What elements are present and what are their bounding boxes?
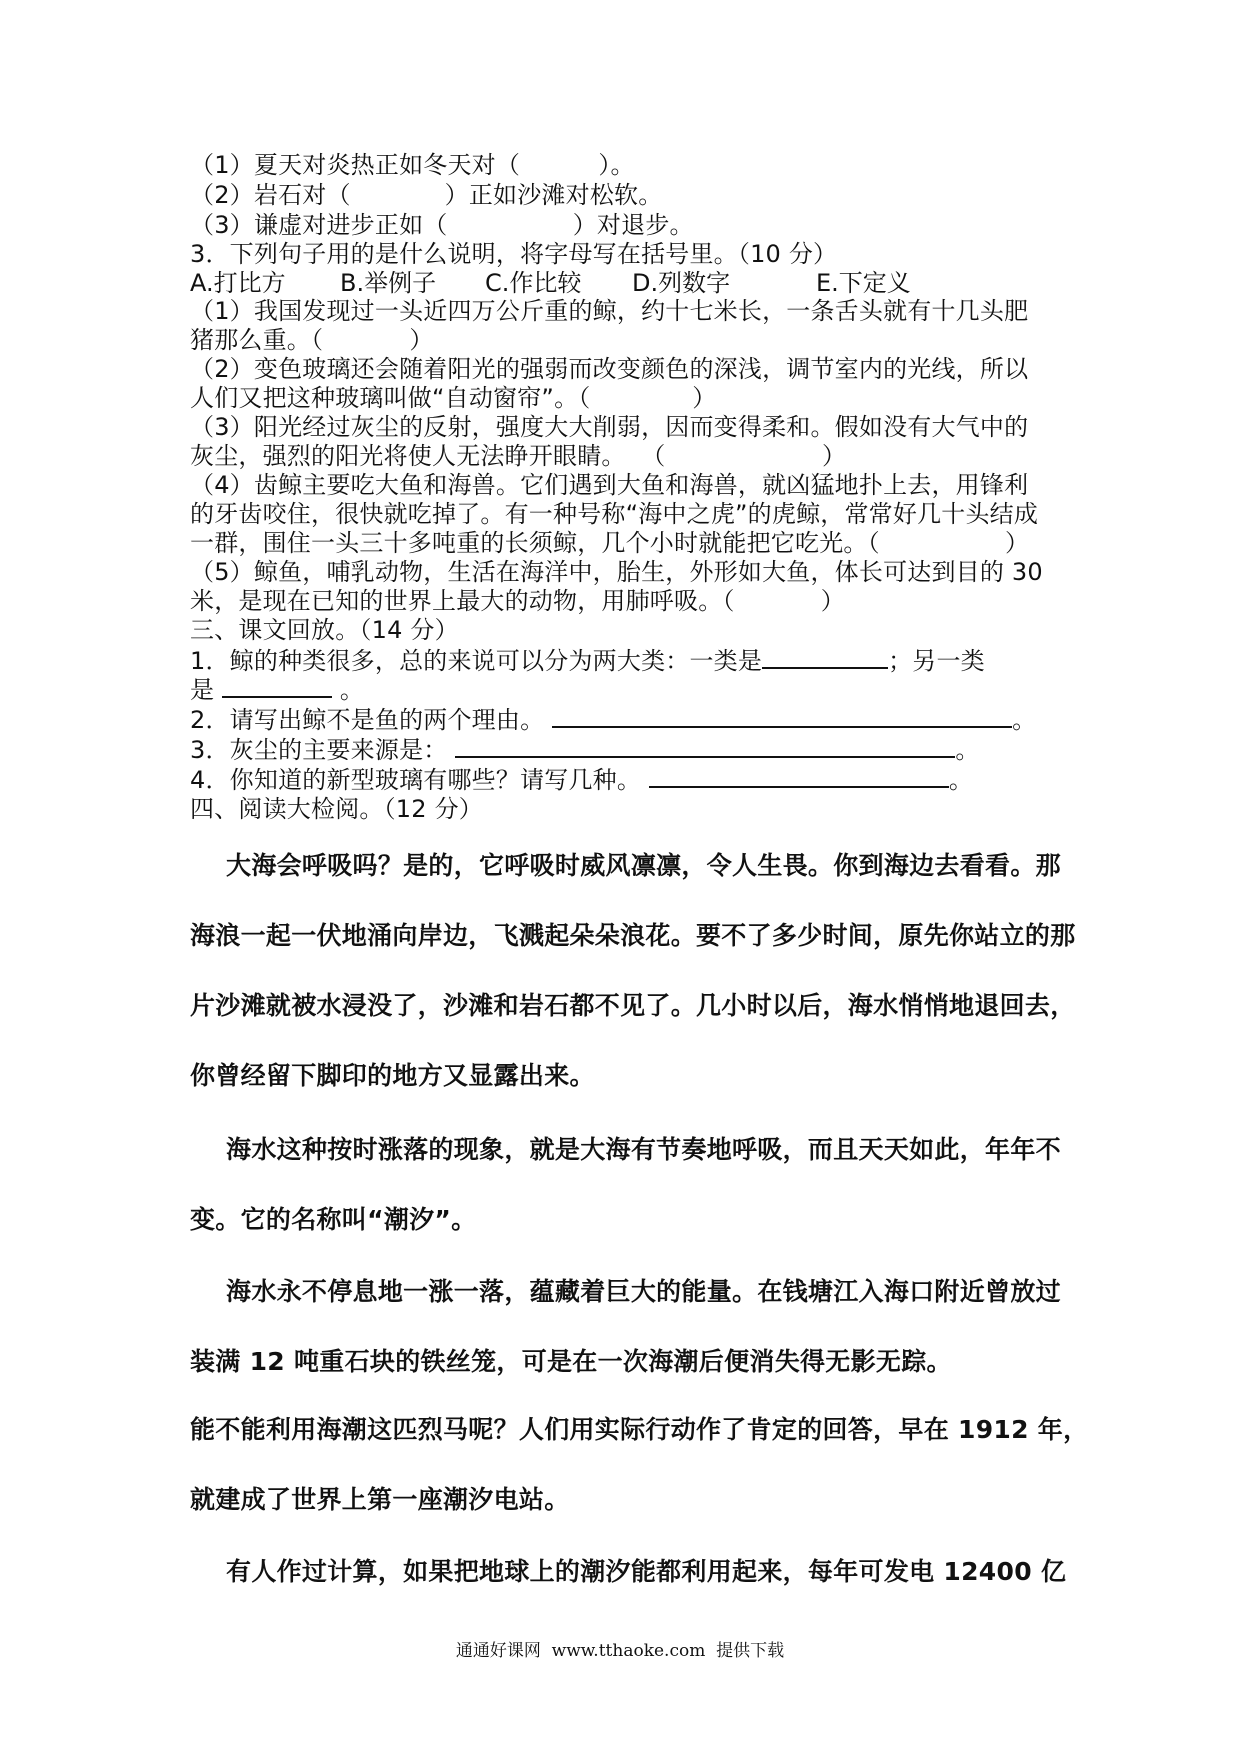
recall-item-3-tail: 。 bbox=[955, 736, 980, 764]
passage-p3-line-3: 能不能利用海潮这匹烈马呢？人们用实际行动作了肯定的回答，早在 1912 年， bbox=[190, 1415, 1089, 1444]
option-e: E.下定义 bbox=[816, 269, 911, 297]
recall-item-4 bbox=[190, 764, 973, 795]
passage-p3-line-4: 就建成了世界上第一座潮汐电站。 bbox=[190, 1485, 570, 1514]
sentence-5-line-2: 米，是现在已知的世界上最大的动物，用肺呼吸。（ ） bbox=[190, 587, 845, 615]
analogy-q1: （1）夏天对炎热正如冬天对（ ）。 bbox=[190, 151, 635, 179]
sentence-5-line-1: （5）鲸鱼，哺乳动物，生活在海洋中，胎生，外形如大鱼，体长可达到目的 30 bbox=[190, 558, 1043, 586]
option-b: B.举例子 bbox=[340, 269, 437, 297]
passage-p2-line-1: 海水这种按时涨落的现象，就是大海有节奏地呼吸，而且天天如此，年年不 bbox=[190, 1135, 1061, 1164]
sentence-4-line-3: 一群，围住一头三十多吨重的长须鲸，几个小时就能把它吃光。（ ） bbox=[190, 529, 1030, 557]
answer-blank[interactable] bbox=[762, 645, 888, 669]
recall-item-4-tail: 。 bbox=[948, 766, 974, 794]
recall-item-1b-text: 是 bbox=[190, 676, 215, 704]
sentence-1-line-2: 猪那么重。（ ） bbox=[190, 326, 434, 354]
recall-item-3-text: 3．灰尘的主要来源是： bbox=[190, 736, 448, 764]
recall-item-2-text: 2．请写出鲸不是鱼的两个理由。 bbox=[190, 706, 545, 734]
passage-p1-line-4: 你曾经留下脚印的地方又显露出来。 bbox=[190, 1061, 595, 1090]
recall-item-2 bbox=[190, 704, 1036, 735]
section-4-heading: 四、阅读大检阅。（12 分） bbox=[190, 795, 483, 823]
sentence-4-line-1: （4）齿鲸主要吃大鱼和海兽。它们遇到大鱼和海兽，就凶猛地扑上去，用锋利 bbox=[190, 471, 1029, 499]
sentence-3-line-2: 灰尘，强烈的阳光将使人无法睁开眼睛。 （ ） bbox=[190, 442, 847, 470]
answer-blank[interactable] bbox=[222, 674, 332, 698]
recall-item-4-text: 4．你知道的新型玻璃有哪些？请写几种。 bbox=[190, 766, 642, 794]
recall-item-1-tail: ；另一类 bbox=[888, 647, 985, 675]
analogy-q2: （2）岩石对（ ）正如沙滩对松软。 bbox=[190, 181, 663, 209]
sentence-2-line-1: （2）变色玻璃还会随着阳光的强弱而改变颜色的深浅，调节室内的光线，所以 bbox=[190, 355, 1029, 383]
recall-item-1b-tail: 。 bbox=[339, 676, 365, 704]
sentence-1-line-1: （1）我国发现过一头近四万公斤重的鲸，约十七米长，一条舌头就有十几头肥 bbox=[190, 297, 1029, 325]
passage-p1-line-2: 海浪一起一伏地涌向岸边，飞溅起朵朵浪花。要不了多少时间，原先你站立的那 bbox=[190, 921, 1076, 950]
answer-blank[interactable] bbox=[455, 734, 955, 758]
recall-item-1-line-2 bbox=[190, 674, 364, 705]
passage-p1-line-1: 大海会呼吸吗？是的，它呼吸时威风凛凛，令人生畏。你到海边去看看。那 bbox=[190, 851, 1061, 880]
recall-item-2-tail: 。 bbox=[1012, 706, 1037, 734]
option-d: D.列数字 bbox=[632, 269, 731, 297]
answer-blank[interactable] bbox=[649, 764, 949, 788]
option-c: C.作比较 bbox=[485, 269, 582, 297]
question3-heading: 3．下列句子用的是什么说明，将字母写在括号里。（10 分） bbox=[190, 240, 838, 268]
answer-blank[interactable] bbox=[552, 704, 1012, 728]
page-footer: 通通好课网 www.tthaoke.com 提供下载 bbox=[455, 1641, 785, 1661]
passage-p3-line-2: 装满 12 吨重石块的铁丝笼，可是在一次海潮后便消失得无影无踪。 bbox=[190, 1347, 952, 1376]
recall-item-1-line-1 bbox=[190, 645, 985, 676]
sentence-3-line-1: （3）阳光经过灰尘的反射，强度大大削弱，因而变得柔和。假如没有大气中的 bbox=[190, 413, 1029, 441]
analogy-q3: （3）谦虚对进步正如（ ）对退步。 bbox=[190, 211, 694, 239]
section-3-heading: 三、课文回放。（14 分） bbox=[190, 616, 459, 644]
passage-p2-line-2: 变。它的名称叫“潮汐”。 bbox=[190, 1205, 477, 1234]
passage-p3-line-1: 海水永不停息地一涨一落，蕴藏着巨大的能量。在钱塘江入海口附近曾放过 bbox=[190, 1277, 1061, 1306]
passage-p4-line-1: 有人作过计算，如果把地球上的潮汐能都利用起来，每年可发电 12400 亿 bbox=[190, 1557, 1067, 1586]
passage-p1-line-3: 片沙滩就被水浸没了，沙滩和岩石都不见了。几小时以后，海水悄悄地退回去， bbox=[190, 991, 1076, 1020]
recall-item-3 bbox=[190, 734, 980, 765]
recall-item-1-text: 1．鲸的种类很多，总的来说可以分为两大类：一类是 bbox=[190, 647, 763, 675]
sentence-2-line-2: 人们又把这种玻璃叫做“自动窗帘”。（ ） bbox=[190, 384, 717, 412]
option-a: A.打比方 bbox=[190, 269, 286, 297]
sentence-4-line-2: 的牙齿咬住，很快就吃掉了。有一种号称“海中之虎”的虎鲸，常常好几十头结成 bbox=[190, 500, 1039, 528]
